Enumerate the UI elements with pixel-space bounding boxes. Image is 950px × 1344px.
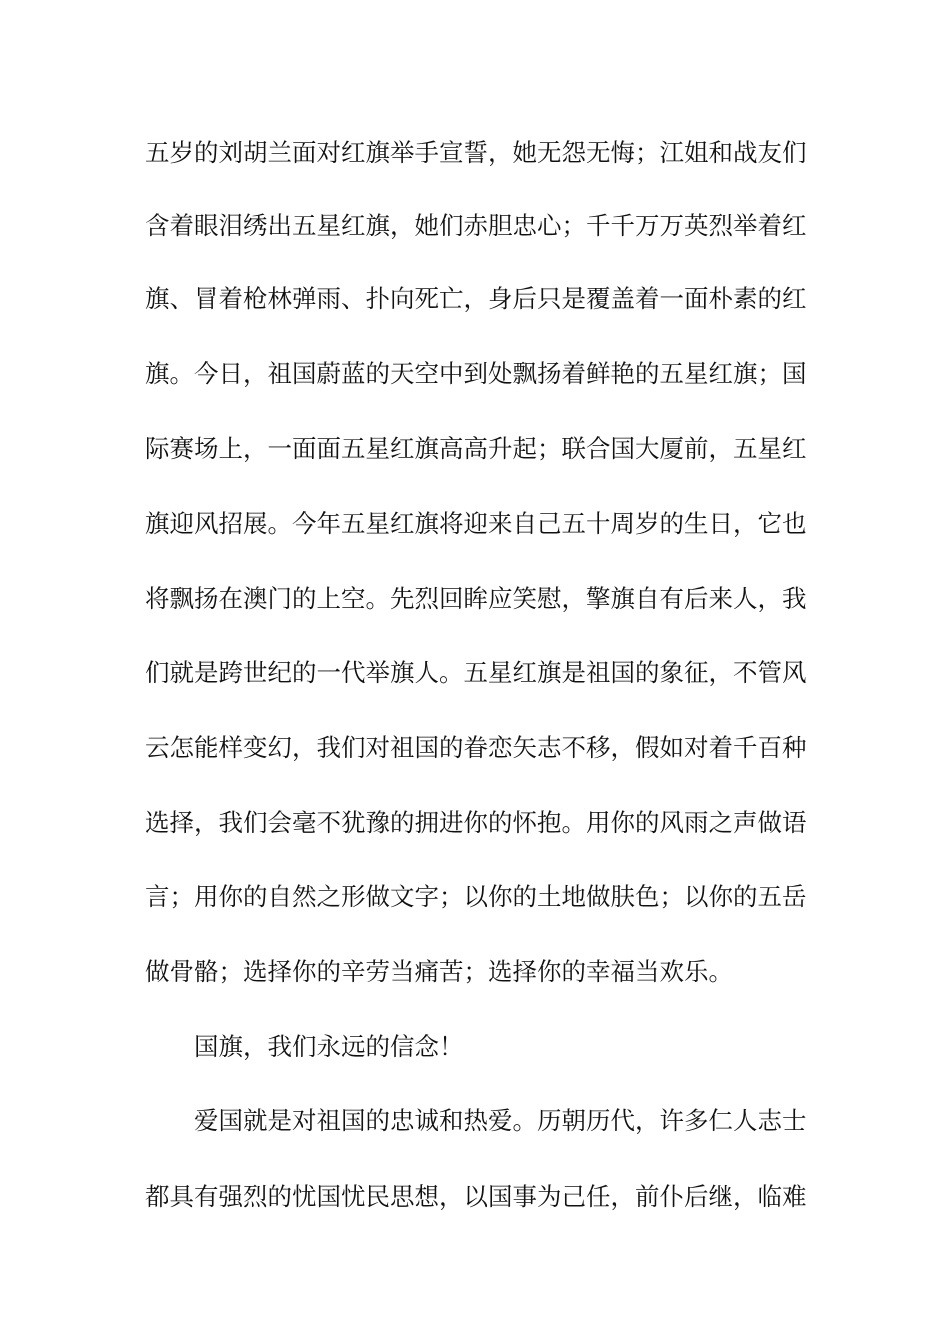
paragraph-line: 云怎能样变幻，我们对祖国的眷恋矢志不移，假如对着千百种 — [145, 733, 807, 762]
paragraph-line: 做骨骼；选择你的辛劳当痛苦；选择你的幸福当欢乐。 — [145, 957, 733, 986]
paragraph-line: 们就是跨世纪的一代举旗人。五星红旗是祖国的象征，不管风 — [145, 658, 807, 687]
paragraph-line: 际赛场上，一面面五星红旗高高升起；联合国大厦前，五星红 — [145, 434, 807, 463]
paragraph-heading: 国旗，我们永远的信念！ — [194, 1032, 464, 1061]
paragraph-line: 五岁的刘胡兰面对红旗举手宣誓，她无怨无悔；江姐和战友们 — [145, 138, 807, 167]
paragraph-line: 旗迎风招展。今年五星红旗将迎来自己五十周岁的生日，它也 — [145, 509, 807, 538]
paragraph-line: 含着眼泪绣出五星红旗，她们赤胆忠心；千千万万英烈举着红 — [145, 211, 807, 240]
paragraph-line: 爱国就是对祖国的忠诚和热爱。历朝历代，许多仁人志士 — [194, 1106, 807, 1135]
paragraph-line: 选择，我们会毫不犹豫的拥进你的怀抱。用你的风雨之声做语 — [145, 808, 807, 837]
paragraph-line: 都具有强烈的忧国忧民思想，以国事为己任，前仆后继，临难 — [145, 1182, 807, 1211]
paragraph-line: 言；用你的自然之形做文字；以你的土地做肤色；以你的五岳 — [145, 882, 807, 911]
paragraph-line: 旗、冒着枪林弹雨、扑向死亡，身后只是覆盖着一面朴素的红 — [145, 284, 807, 313]
paragraph-line: 将飘扬在澳门的上空。先烈回眸应笑慰，擎旗自有后来人，我 — [145, 584, 807, 613]
paragraph-line: 旗。今日，祖国蔚蓝的天空中到处飘扬着鲜艳的五星红旗；国 — [145, 359, 807, 388]
